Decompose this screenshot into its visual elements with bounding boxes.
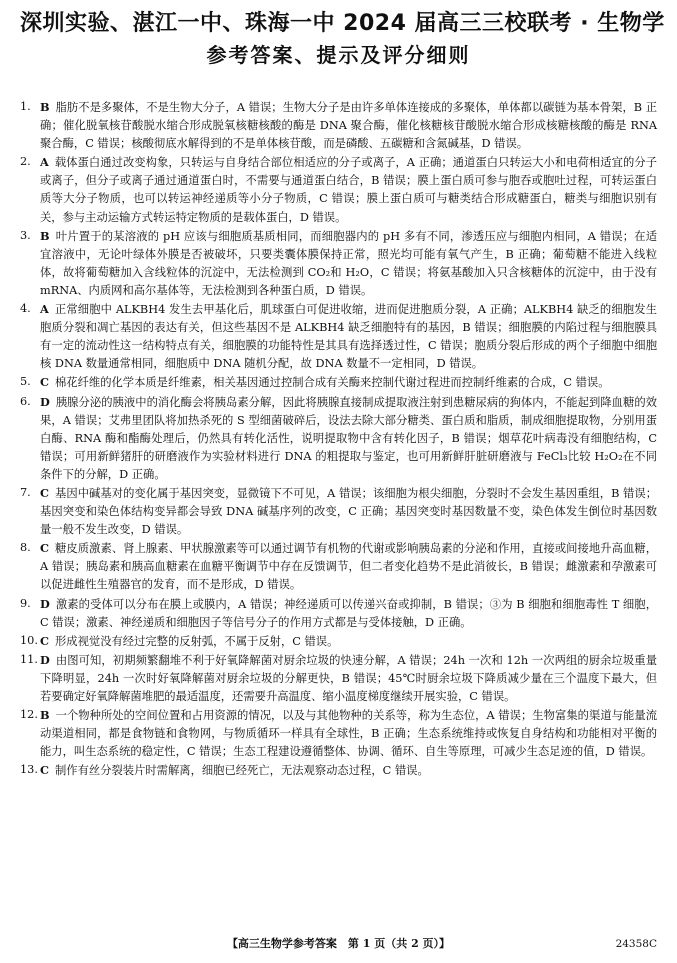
answer-number: 2. xyxy=(20,155,31,169)
answer-number: 8. xyxy=(20,541,31,555)
answer-explanation: 由图可知，初期频繁翻堆不利于好氧降解菌对厨余垃圾的快速分解，A 错误；24h 一次和 12h 一次两组的厨余垃圾重量下降明显，24h 一次时好氧降解菌对厨余垃圾的分解更快，B 错误；45℃时厨余垃圾下降质减少量在三个温度下最大，但若要确定好氧降解菌堆肥的最适温度，还需要升高温度、缩小温度梯度继续开展实验，C 错误。 xyxy=(40,653,657,703)
answer-explanation: 基因中碱基对的变化属于基因突变，显微镜下不可见，A 错误；该细胞为根尖细胞，分裂时不会发生基因重组，B 错误；基因突变和染色体结构变异都会导致 DNA 碱基序列的改变，C 正确；基因突变时基因数量不变，染色体发生倒位时基因数量一般不发生改变，D 错误。 xyxy=(40,486,657,537)
answer-explanation: 制作有丝分裂装片时需解离，细胞已经死亡，无法观察动态过程，C 错误。 xyxy=(55,764,429,778)
answer-item xyxy=(20,153,657,226)
answer-explanation: 载体蛋白通过改变构象，只转运与自身结合部位相适应的分子或离子，A 正确；通道蛋白只转运大小和电荷相适宜的分子或离子，但分子或离子通过通道蛋白时，不需要与通道蛋白结合，B 错误；膜上蛋白质可参与胞吞或胞吐过程，可转运蛋白质等大分子物质，也可以转运神经递质等小分子物质，C 错误；膜上蛋白质可与糖类结合形成糖蛋白，糖类与细胞识别有关，参与主动运输方式转运特定物质的是载体蛋白，D 错误。 xyxy=(40,156,657,224)
answer-explanation: 脂肪不是多聚体，不是生物大分子，A 错误；生物大分子是由许多单体连接成的多聚体，单体都以碳链为基本骨架，B 正确；催化脱氧核苷酸脱水缩合形成脱氧核糖核酸的酶是 DNA 聚合酶，催化核糖核苷酸脱水缩合形成核糖核酸的酶是 RNA 聚合酶，C 错误；核酸彻底水解得到的不是单体核苷酸，而是磷酸、五碳糖和含氮碱基，D 错误。 xyxy=(40,101,657,151)
answer-key: B xyxy=(40,100,50,114)
answer-number: 4. xyxy=(20,302,31,316)
answer-explanation: 一个物种所处的空间位置和占用资源的情况，以及与其他物种的关系等，称为生态位，A 错误；生物富集的渠道与能量流动渠道相同，都是食物链和食物网，与物质循环一样具有全球性，B 正确；生态系统维持或恢复自身结构和功能相对平衡的能力，叫生态系统的稳定性，C 错误；生态工程建设遵循整体、协调、循环、自生等原理，可减少生态足迹的值，D 错误。 xyxy=(40,709,657,759)
answer-explanation: 棉花纤维的化学本质是纤维素，相关基因通过控制合成有关酶来控制代谢过程进而控制纤维素的合成，C 错误。 xyxy=(55,376,610,390)
answer-item xyxy=(20,227,657,300)
answer-key: D xyxy=(40,394,50,409)
answer-number: 7. xyxy=(20,485,31,499)
answer-number: 11. xyxy=(20,652,38,666)
answer-item xyxy=(20,651,657,706)
answer-item xyxy=(20,484,657,539)
answer-number: 5. xyxy=(20,375,31,389)
document-title: 深圳实验、湛江一中、珠海一中 2024 届高三三校联考 · 生物学 xyxy=(20,11,665,36)
answer-item xyxy=(20,539,657,594)
answer-list xyxy=(20,98,657,780)
answer-explanation: 形成视觉没有经过完整的反射弧，不属于反射，C 错误。 xyxy=(55,634,339,648)
answer-number: 10. xyxy=(20,633,38,647)
answer-number: 3. xyxy=(20,228,31,242)
answer-key: C xyxy=(40,763,49,778)
answer-key: B xyxy=(40,228,50,243)
answer-item xyxy=(20,393,657,484)
answer-number: 1. xyxy=(20,100,31,113)
answer-key: C xyxy=(40,485,49,500)
answer-item xyxy=(20,706,657,761)
answer-number: 9. xyxy=(20,596,31,610)
answer-key: D xyxy=(40,596,50,611)
answer-explanation: 胰腺分泌的胰液中的消化酶会将胰岛素分解，因此将胰腺直接制成提取液注射到患糖尿病的狗体内，不能起到降血糖的效果，A 错误；艾弗里团队将加热杀死的 S 型细菌破碎后，设法去除大部分糖类、蛋白质和脂质，制成细胞提取物，分别用蛋白酶、RNA 酶和酯酶处理后，仍然具有转化活性，说明提取物中含有转化因子，B 错误；烟草花叶病毒没有细胞结构，C 错误；可用新鲜猪肝的研磨液作为实验材料进行 DNA 的粗提取与鉴定，也可用新鲜肝脏研磨液与 FeCl₃比较 H₂O₂在不同条件下的分解，D 正确。 xyxy=(40,395,657,481)
answer-item xyxy=(20,632,657,651)
answer-key: D xyxy=(40,652,50,667)
answer-item xyxy=(20,300,657,373)
answer-number: 6. xyxy=(20,394,31,408)
answer-item xyxy=(20,595,657,632)
answer-number: 12. xyxy=(20,708,38,722)
answer-explanation: 激素的受体可以分布在膜上或膜内，A 错误；神经递质可以传递兴奋或抑制，B 错误；③为 B 细胞和细胞毒性 T 细胞，C 错误；激素、神经递质和细胞因子等信号分子的作用方式都是与受体接触，D 正确。 xyxy=(40,597,657,629)
answer-explanation: 糖皮质激素、肾上腺素、甲状腺激素等可以通过调节有机物的代谢或影响胰岛素的分泌和作用，直接或间接地升高血糖，A 错误；胰岛素和胰高血糖素在血糖平衡调节中存在反馈调节，但二者变化趋势不是此消彼长，B 错误；雌激素和孕激素可以促进雌性生殖器官的发育，而不是形成，D 错误。 xyxy=(40,542,657,592)
answer-key: A xyxy=(40,155,49,170)
answer-explanation: 叶片置于的某溶液的 pH 应该与细胞质基质相同，而细胞器内的 pH 多有不同，渗透压应与细胞内相同，A 错误；在适宜溶液中，无论叶绿体外膜是否被破坏，只要类囊体膜保持正常，照光均可能有氧气产生，B 正确；葡萄糖不能进入线粒体，故将葡萄糖加入含线粒体的沉淀中，无法检测到 CO₂和 H₂O，C 错误；将氨基酸加入只含核糖体的沉淀中，由于没有 mRNA、内质网和高尔基体等，无法检测到各种蛋白质，D 错误。 xyxy=(40,229,657,297)
footer-code: 24358C xyxy=(615,938,657,950)
answer-key: C xyxy=(40,375,49,390)
answer-item xyxy=(20,373,657,392)
footer-page-info: 【高三生物学参考答案 第 1 页（共 2 页）】 xyxy=(226,937,451,950)
answer-key: C xyxy=(40,541,49,556)
answer-item xyxy=(20,761,657,780)
answer-key: C xyxy=(40,633,49,648)
answer-number: 13. xyxy=(20,763,38,777)
answer-key: A xyxy=(40,302,49,317)
answer-item xyxy=(20,98,657,153)
answer-key: B xyxy=(40,708,50,723)
answer-explanation: 正常细胞中 ALKBH4 发生去甲基化后，肌球蛋白可促进收缩，进而促进胞质分裂，A 正确；ALKBH4 缺乏的细胞发生胞质分裂和凋亡基因的表达有关，但这些基因不是 ALKBH4 缺乏细胞特有的基因，B 错误；细胞膜的内陷过程与细胞膜具有一定的流动性这一结构特点有关，细胞膜的功能特性是其具有选择透过性，C 错误；胞质分裂后形成的两个子细胞中细胞核 DNA 数量通常相同，细胞质中 DNA 随机分配，故 DNA 数量不一定相同，D 错误。 xyxy=(40,303,657,371)
document-subtitle: 参考答案、提示及评分细则 xyxy=(206,43,471,67)
page-footer xyxy=(0,935,677,953)
